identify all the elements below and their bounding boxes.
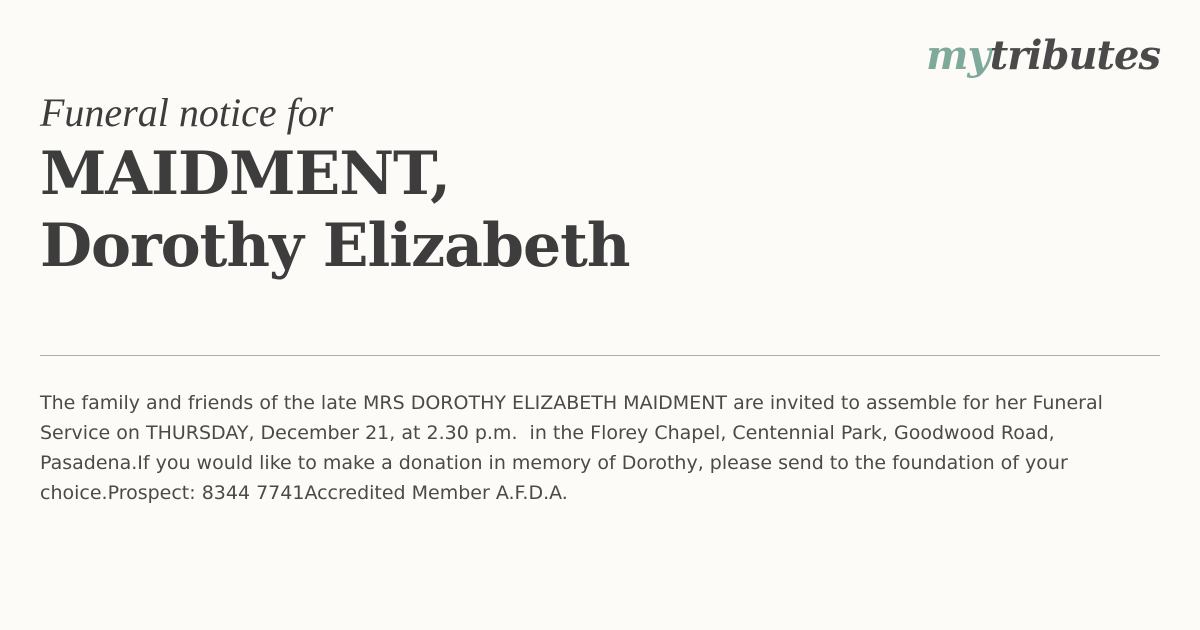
- logo-my-text: my: [926, 32, 990, 79]
- notice-body: The family and friends of the late MRS DOROTHY ELIZABETH MAIDMENT are invited to assemble for her Funeral Service on THURSDAY, December 21, at 2.30 p.m. in the Florey Chapel, Centennial Park, Goodwood Road, Pasadena.If you would like to make a donation in memory of Dorothy, please send to the foundation of your choice.Prospect: 8344 7741Accredited Member A.F.D.A.: [40, 392, 1109, 504]
- deceased-given-names: Dorothy Elizabeth: [40, 211, 630, 281]
- notice-kicker: Funeral notice for: [40, 90, 334, 135]
- deceased-surname: MAIDMENT,: [40, 139, 451, 209]
- section-divider: [40, 355, 1160, 356]
- deceased-name: [40, 138, 630, 282]
- logo-tributes-text: tributes: [989, 32, 1160, 79]
- mytributes-logo[interactable]: [926, 32, 1160, 79]
